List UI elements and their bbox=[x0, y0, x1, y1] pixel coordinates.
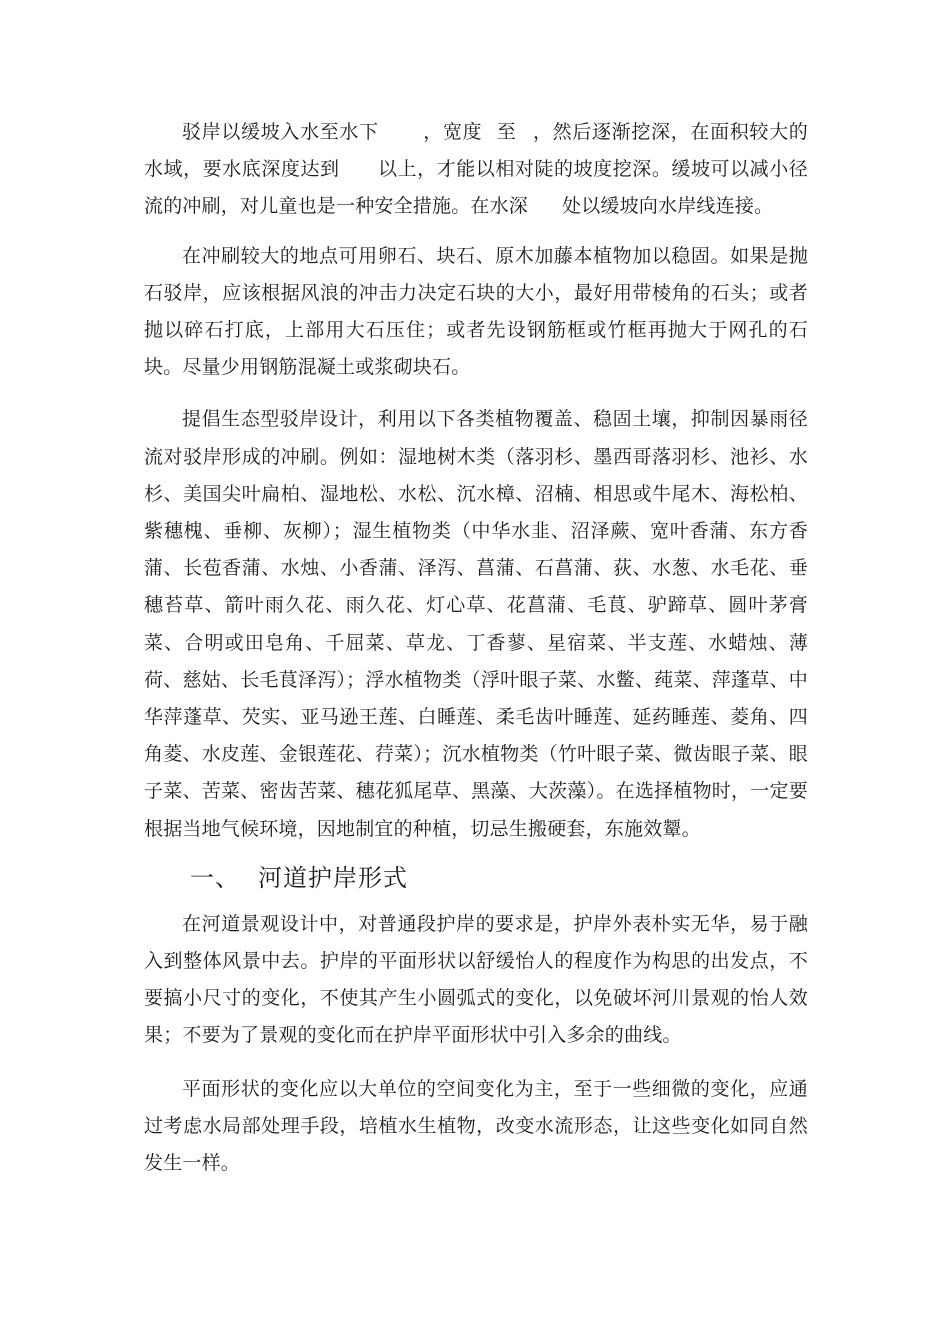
text-run: 以上，才能以相对陡的坡度挖深。缓坡可以减小径流的冲刷，对儿童也是一种安全措施。在水深 bbox=[144, 158, 808, 218]
text-run: 驳岸以缓坡入水至水下 bbox=[182, 121, 379, 143]
text-run: 至 bbox=[496, 121, 517, 143]
section-title: 河道护岸形式 bbox=[258, 863, 408, 892]
paragraph-stone-revetment: 在冲刷较大的地点可用卵石、块石、原木加藤本植物加以稳固。如果是抛石驳岸，应该根据风浪的冲击力决定石块的大小，最好用带棱角的石头；或者抛以碎石打底，上部用大石压住；或者先设钢筋框或竹框再抛大于网孔的石块。尽量少用钢筋混凝土或浆砌块石。 bbox=[144, 244, 808, 379]
text-run: ，宽度 bbox=[422, 121, 483, 143]
text-run: 处以缓坡向水岸线连接。 bbox=[562, 195, 774, 218]
section-heading bbox=[144, 856, 808, 900]
document-body bbox=[144, 114, 808, 1198]
paragraph-revetment-requirements: 在河道景观设计中，对普通段护岸的要求是，护岸外表朴实无华，易于融入到整体风景中去。护岸的平面形状以舒缓怡人的程度作为构思的出发点，不要搞小尺寸的变化，不使其产生小圆弧式的变化，以免破坏河川景观的怡人效果；不要为了景观的变化而在护岸平面形状中引入多余的曲线。 bbox=[144, 912, 808, 1047]
paragraph-slope-revetment bbox=[144, 114, 808, 226]
paragraph-ecological-revetment: 提倡生态型驳岸设计，利用以下各类植物覆盖、稳固土壤，抑制因暴雨径流对驳岸形成的冲刷。例如：湿地树木类（落羽杉、墨西哥落羽杉、池衫、水杉、美国尖叶扁柏、湿地松、水松、沉水樟、沼楠、相思或牛尾木、海松柏、紫穗槐、垂柳、灰柳）；湿生植物类（中华水韭、沼泽蕨、宽叶香蒲、东方香蒲、长苞香蒲、水烛、小香蒲、泽泻、菖蒲、石菖蒲、荻、水葱、水毛花、垂穗苔草、箭叶雨久花、雨久花、灯心草、花菖蒲、毛茛、驴蹄草、圆叶茅膏菜、合明或田皂角、千屈菜、草龙、丁香蓼、星宿菜、半支莲、水蜡烛、薄荷、慈姑、长毛茛泽泻）；浮水植物类（浮叶眼子菜、水鳖、莼菜、萍蓬草、中华萍蓬草、芡实、亚马逊王莲、白睡莲、柔毛齿叶睡莲、延药睡莲、菱角、四角菱、水皮莲、金银莲花、荇菜）；沉水植物类（竹叶眼子菜、微齿眼子菜、眼子菜、苦菜、密齿苦菜、穗花狐尾草、黑藻、大茨藻）。在选择植物时，一定要根据当地气候环境，因地制宜的种植，切忌生搬硬套，东施效颦。 bbox=[144, 408, 808, 840]
section-number: 一、 bbox=[190, 863, 240, 892]
paragraph-plan-shape-variation: 平面形状的变化应以大单位的空间变化为主，至于一些细微的变化，应通过考虑水局部处理手段，培植水生植物，改变水流形态，让这些变化如同自然发生一样。 bbox=[144, 1077, 808, 1175]
text-run: ，然后逐渐挖深，在面积较大的水域，要水底深度达到 bbox=[144, 121, 808, 181]
